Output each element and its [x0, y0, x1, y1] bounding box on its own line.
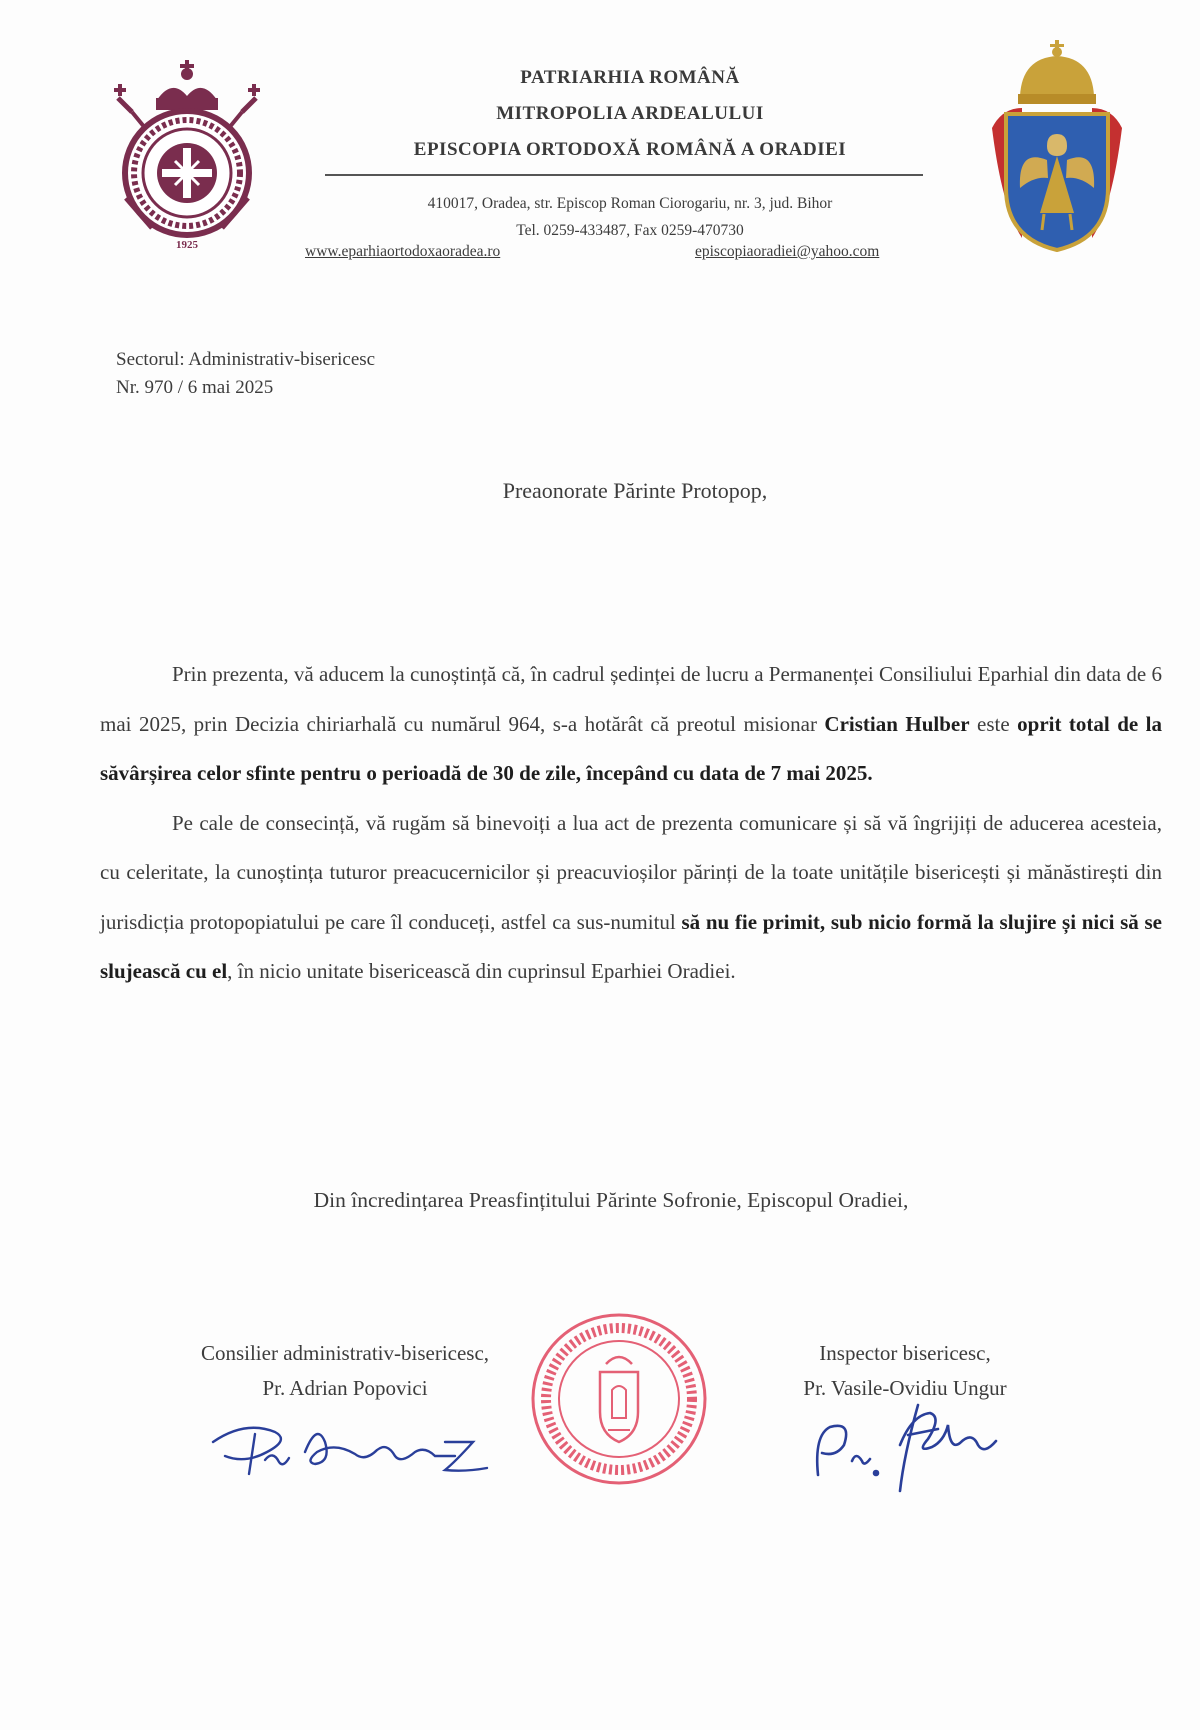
- suspension-statement: oprit total de la săvârșirea celor sfinte pentru o perioadă de 30 de zile, începând cu data de 7 mai 2025.: [100, 711, 1163, 785]
- diocese-name: EPISCOPIA ORTODOXĂ ROMÂNĂ A ORADIEI: [413, 139, 847, 160]
- restriction-statement: să nu fie primit, sub nicio formă la slujire și nici să se slujească cu el: [100, 909, 1163, 983]
- document-reference: [116, 346, 375, 402]
- left-logo-years: 1925: [176, 239, 198, 251]
- left-signatory-name: Pr. Adrian Popovici: [262, 1376, 428, 1400]
- signature-block-left: [150, 1336, 540, 1406]
- metropolis-name: MITROPOLIA ARDEALULUI: [496, 103, 764, 124]
- patriarchate-name: PATRIARHIA ROMÂNĂ: [520, 67, 740, 88]
- email-link[interactable]: episcopiaoradiei@yahoo.com: [695, 243, 880, 260]
- letter-body: [100, 650, 1162, 997]
- website-link[interactable]: www.eparhiaortodoxaoradea.ro: [305, 243, 501, 260]
- address-line: 410017, Oradea, str. Episcop Roman Ciorogariu, nr. 3, jud. Bihor: [427, 195, 833, 212]
- salutation: Preaonorate Părinte Protopop,: [502, 478, 768, 503]
- header-contact: [310, 190, 950, 244]
- sector-line: Sectorul: Administrativ-bisericesc: [116, 349, 376, 370]
- left-handwritten-signature: [205, 1412, 495, 1482]
- letterhead: [310, 60, 950, 168]
- right-signatory-name: Pr. Vasile-Ovidiu Ungur: [803, 1376, 1007, 1400]
- official-stamp: [528, 1310, 710, 1488]
- header-divider: [325, 174, 923, 176]
- left-signatory-title: Consilier administrativ-bisericesc,: [200, 1341, 490, 1365]
- patriarchate-centenary-logo: [112, 38, 262, 253]
- paragraph-1: [100, 650, 1162, 799]
- p1-text-a: Prin prezenta, vă aducem la cunoștință că, în cadrul ședinței de lucru a Permanenței Consiliului Eparhial din data de 6 mai 2025, prin Decizia chiriarhală cu numărul 964, s-a hotărât că preotul misionar: [100, 662, 1162, 736]
- registration-number: Nr. 970 / 6 mai 2025: [116, 377, 274, 398]
- priest-name: Cristian Hulber: [824, 711, 970, 736]
- right-signatory-title: Inspector bisericesc,: [819, 1341, 991, 1365]
- closing-line: Din încredințarea Preasfințitului Părinte Sofronie, Episcopul Oradiei,: [313, 1188, 909, 1212]
- phone-fax-line: Tel. 0259-433487, Fax 0259-470730: [516, 222, 744, 239]
- right-handwritten-signature: [808, 1395, 1008, 1495]
- p2-text-b: , în nicio unitate bisericească din cuprinsul Eparhiei Oradiei.: [227, 959, 736, 983]
- diocese-coat-of-arms: [982, 38, 1132, 253]
- p1-text-b: este: [969, 711, 1018, 736]
- paragraph-2: [100, 799, 1162, 997]
- p2-text-a: Pe cale de consecință, vă rugăm să binevoiți a lua act de prezenta comunicare și să vă îngrijiți de aducerea acesteia, cu celeritate, la cunoștința tuturor preacucernicilor și preacuvioșilor părinți de la toate unitățile bisericești și mănăstirești din jurisdicția protopopiatului pe care îl conduceți, astfel ca sus-numitul: [100, 810, 1162, 934]
